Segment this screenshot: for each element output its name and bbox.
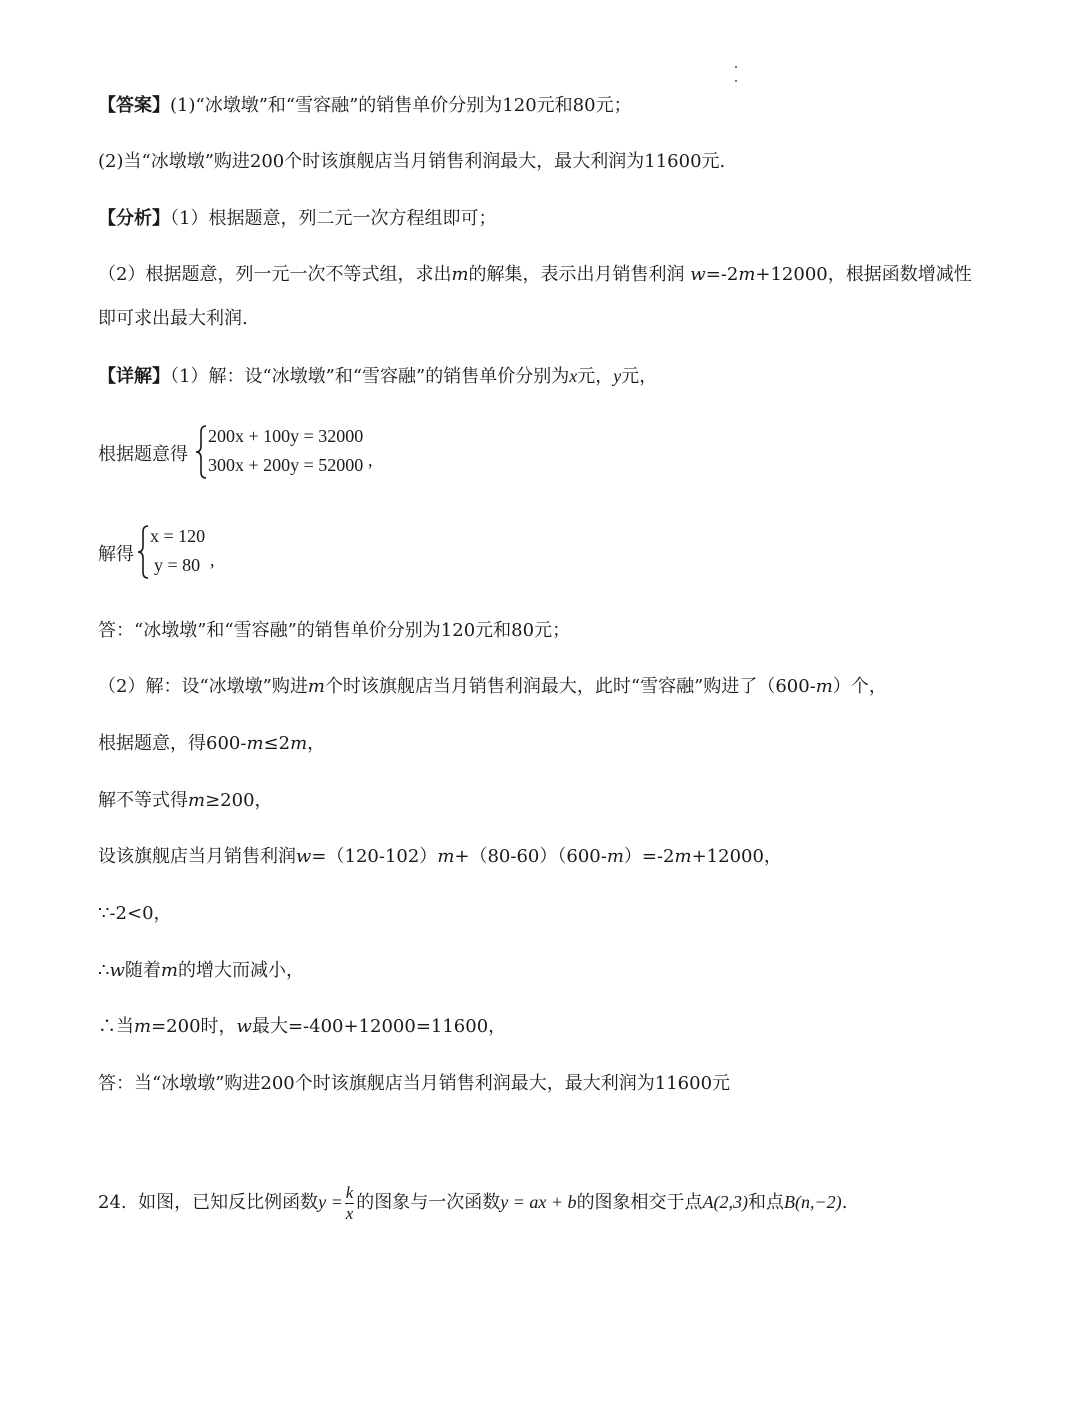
system1-tail: , xyxy=(368,450,373,470)
profit-text-a: 设该旗舰店当月销售利润 xyxy=(98,846,296,867)
analysis-text-2d: +12000，根据函数增减性 xyxy=(755,264,972,285)
brace-icon xyxy=(194,424,208,480)
system1-eq2: 300x + 200y = 52000 xyxy=(208,455,364,475)
system2-tail: , xyxy=(210,550,215,570)
var-m: m xyxy=(307,676,325,697)
var-x: x xyxy=(569,366,578,386)
detail-therefore-2 xyxy=(98,1016,506,1038)
profit-text-d: ）=-2 xyxy=(623,846,675,867)
analysis-text-3: 即可求出最大利润. xyxy=(98,308,248,329)
fraction-numerator: k xyxy=(345,1182,354,1202)
question-24 xyxy=(98,1180,847,1225)
var-m: m xyxy=(606,846,624,867)
analysis-text-2c: =-2 xyxy=(705,264,739,285)
brace-icon xyxy=(136,524,150,580)
detail-tag: 【详解】 xyxy=(98,366,170,387)
q24-text-e: . xyxy=(841,1192,848,1213)
var-w: w xyxy=(109,960,125,981)
therefore1-text-b: 随着 xyxy=(124,960,161,981)
detail-solve xyxy=(98,790,273,812)
answer-text-2: (2)当“冰墩墩”购进200个时该旗舰店当月销售利润最大，最大利润为11600元. xyxy=(98,151,726,172)
detail-line-1 xyxy=(98,365,657,388)
detail-answer-1 xyxy=(98,620,570,642)
part2-text-a: （2）解：设“冰墩墩”购进 xyxy=(98,676,308,697)
answer-line-2 xyxy=(98,151,725,173)
analysis-text-2a: （2）根据题意，列一元一次不等式组，求出 xyxy=(98,264,452,285)
therefore2-text-c: 最大=-400+12000=11600， xyxy=(251,1016,507,1037)
part2-text-c: ）个， xyxy=(832,676,887,697)
equation-system-1 xyxy=(98,424,398,482)
analysis-line-3 xyxy=(98,308,248,330)
solve-text-b: ≥200， xyxy=(205,790,273,811)
detail-profit xyxy=(98,846,782,868)
part2-text-b: 个时该旗舰店当月销售利润最大，此时“雪容融”购进了（600- xyxy=(324,676,816,697)
therefore2-text-b: =200时， xyxy=(151,1016,237,1037)
profit-text-e: +12000， xyxy=(691,846,782,867)
profit-text-c: +（80-60）（600- xyxy=(454,846,607,867)
system1-label: 根据题意得 xyxy=(98,444,188,465)
answer-text-1: (1)“冰墩墩”和“雪容融”的销售单价分别为120元和80元； xyxy=(170,95,632,116)
detail-answer-2 xyxy=(98,1073,730,1095)
detail-inequality xyxy=(98,733,325,755)
var-w: w xyxy=(236,1016,252,1037)
analysis-text-2b: 的解集，表示出月销售利润 xyxy=(468,264,685,285)
solve-text-a: 解不等式得 xyxy=(98,790,188,811)
detail-answer-1-text: 答：“冰墩墩”和“雪容融”的销售单价分别为120元和80元； xyxy=(98,620,571,641)
detail-text-1b: 元， xyxy=(577,366,614,387)
var-m: m xyxy=(451,264,469,285)
q24-text-c: 的图象相交于点 xyxy=(576,1192,703,1213)
var-m: m xyxy=(134,1016,152,1037)
therefore2-text-a: ∴当 xyxy=(98,1016,134,1037)
detail-text-1c: 元， xyxy=(621,366,658,387)
var-m: m xyxy=(246,733,264,754)
therefore1-text-a: ∴ xyxy=(98,960,110,981)
detail-part2 xyxy=(98,676,887,698)
page-mark xyxy=(735,80,737,82)
var-m: m xyxy=(160,960,178,981)
var-m: m xyxy=(815,676,833,697)
equation-system-2 xyxy=(98,524,258,582)
var-m: m xyxy=(437,846,455,867)
answer-line-1 xyxy=(98,95,632,117)
q24-point-a: A(2,3) xyxy=(702,1192,749,1212)
var-m: m xyxy=(738,264,756,285)
var-m: m xyxy=(674,846,692,867)
system2-eq1: x = 120 xyxy=(150,526,206,546)
q24-y-eq: y = xyxy=(318,1192,343,1212)
fraction-denominator: x xyxy=(345,1203,354,1223)
analysis-line-1 xyxy=(98,208,496,230)
profit-text-b: =（120-102） xyxy=(311,846,438,867)
var-m: m xyxy=(290,733,308,754)
system1-eq1: 200x + 100y = 32000 xyxy=(208,426,364,446)
detail-text-1a: （1）解：设“冰墩墩”和“雪容融”的销售单价分别为 xyxy=(170,366,570,387)
therefore1-text-c: 的增大而减小， xyxy=(177,960,304,981)
analysis-tag: 【分析】 xyxy=(98,208,170,229)
page-mark xyxy=(735,66,737,68)
because-text: ∵-2<0， xyxy=(98,903,172,924)
q24-text-b: 的图象与一次函数 xyxy=(356,1192,501,1213)
q24-text-d: 和点 xyxy=(748,1192,785,1213)
var-w: w xyxy=(690,264,706,285)
detail-because xyxy=(98,903,172,925)
detail-therefore-1 xyxy=(98,960,304,982)
q24-fraction xyxy=(345,1183,355,1224)
ineq-text-b: ≤2 xyxy=(263,733,291,754)
analysis-text-1: （1）根据题意，列二元一次方程组即可； xyxy=(170,208,497,229)
analysis-line-2 xyxy=(98,264,972,286)
question-number: 24. xyxy=(98,1192,127,1213)
system2-label: 解得 xyxy=(98,544,134,565)
var-y: y xyxy=(613,366,622,386)
detail-answer-2-text: 答：当“冰墩墩”购进200个时该旗舰店当月销售利润最大，最大利润为11600元 xyxy=(98,1073,731,1094)
ineq-text-c: ， xyxy=(307,733,326,754)
var-m: m xyxy=(188,790,206,811)
q24-linear: y = ax + b xyxy=(500,1192,577,1212)
q24-text-a: 如图，已知反比例函数 xyxy=(138,1192,319,1213)
system2-eq2: y = 80 xyxy=(154,555,201,575)
var-w: w xyxy=(296,846,312,867)
ineq-text-a: 根据题意，得600- xyxy=(98,733,247,754)
answer-tag: 【答案】 xyxy=(98,95,170,116)
q24-point-b: B(n,−2) xyxy=(784,1192,842,1212)
